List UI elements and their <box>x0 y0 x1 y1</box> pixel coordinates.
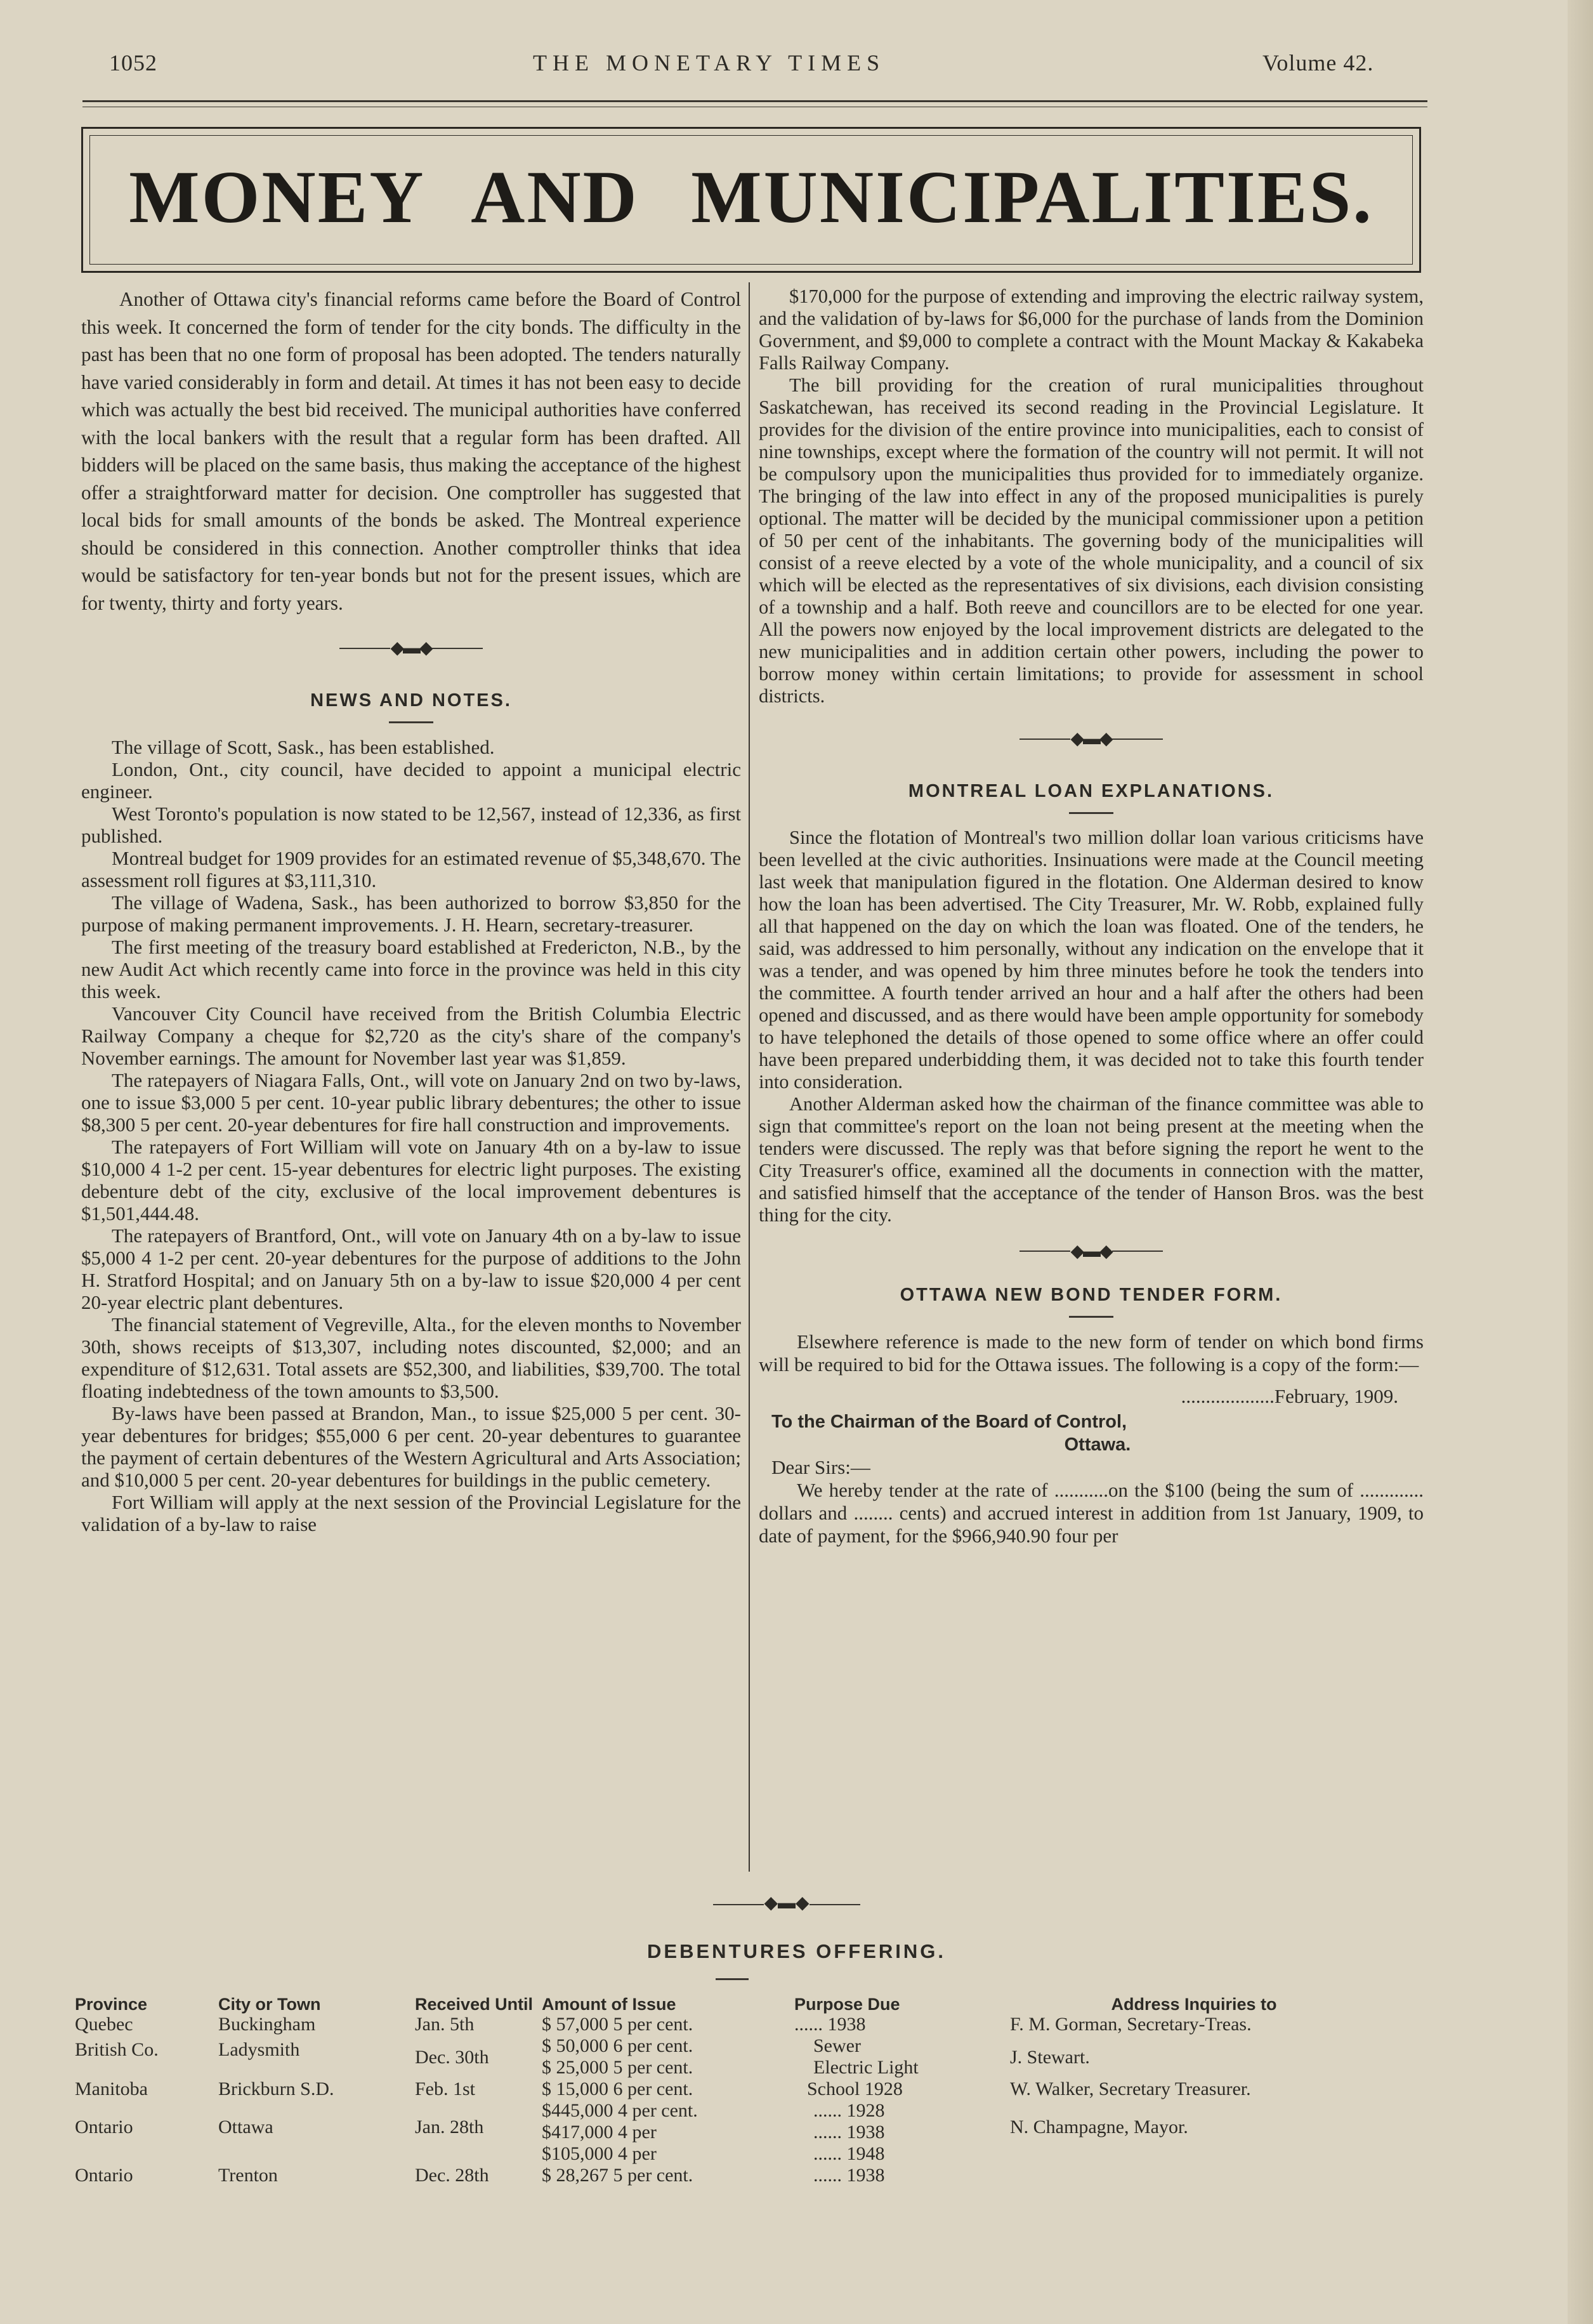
debentures-heading: DEBENTURES OFFERING. <box>647 1940 946 1962</box>
table-row <box>75 2078 1378 2100</box>
city-cell: Brickburn S.D. <box>218 2078 334 2099</box>
volume-label: Volume 42. <box>1262 50 1374 75</box>
until-cell: Jan. 28th <box>415 2117 484 2137</box>
ottawa-article <box>759 1330 1424 1547</box>
column-divider <box>749 282 750 1872</box>
until-cell: Dec. 28th <box>415 2165 489 2186</box>
table-header-row <box>75 1986 1378 2014</box>
form-addressee-city: Ottawa. <box>1064 1434 1131 1455</box>
province-cell: Quebec <box>75 2014 133 2035</box>
form-salutation: Dear Sirs:— <box>771 1455 870 1478</box>
montreal-paragraph-1: Since the flotation of Montreal's two million dollar loan various criticisms have been levelled at the civic authorities. Insinuations were made at the Council meeting last week that manipulation figured in the flotation. One Alderman desired to know how the loan has been advertised. The City Treasurer, Mr. W. Robb, explained fully all that happened on the day on which the loan was floated. One of the tenders, he said, was addressed to him personally, without any indication on the envelope that it was a tender, and was opened by him three minutes before he took the tenders into the committee. A fourth tender arrived an hour and a half after the others had been opened and discussed, and as there would have been ample opportunity for somebody to have telephoned the details of those opened to some office where an offer could have been prepared underbidding them, it was decided not to take this fourth tender into consideration. <box>759 826 1424 1093</box>
heading-rule <box>1069 1316 1113 1318</box>
purpose-line: ...... 1938 <box>813 2165 885 2186</box>
table-row <box>75 2100 1378 2165</box>
section-ornament: ◆▬◆ <box>759 724 1424 752</box>
column-header: City or Town <box>218 1995 321 2014</box>
address-cell: N. Champagne, Mayor. <box>1010 2117 1188 2137</box>
montreal-article <box>759 827 1424 1226</box>
news-item: The ratepayers of Niagara Falls, Ont., will vote on January 2nd on two by-laws, one to issue $3,000 5 per cent. 10-year public library debentures; the other to issue $8,300 5 per cent. 20-year debentures for fire hall construction and improvements. <box>81 1068 741 1136</box>
table-row <box>75 2035 1378 2078</box>
form-body: We hereby tender at the rate of ...........on the $100 (being the sum of ............. dollars and ........ cents) and accrued interest in addition from 1st January, 1909, to date of payment, for the $966,940.90 four per <box>759 1478 1424 1547</box>
page-number: 1052 <box>109 50 157 75</box>
address-cell: J. Stewart. <box>1010 2047 1090 2068</box>
amount-line: $ 15,000 6 per cent. <box>542 2078 693 2099</box>
until-cell: Jan. 5th <box>415 2014 475 2035</box>
left-column <box>81 286 741 1535</box>
purpose-line: Sewer <box>813 2035 861 2056</box>
continued-news <box>759 286 1424 707</box>
column-header: Address Inquiries to <box>1111 1995 1277 2014</box>
purpose-cell <box>794 2014 1010 2035</box>
purpose-cell <box>794 2165 1010 2186</box>
form-date: ...................February, 1909. <box>1181 1384 1398 1407</box>
ottawa-paragraph: Elsewhere reference is made to the new form of tender on which bond firms will be required to bid for the Ottawa issues. The following is a copy of the form:— <box>759 1330 1424 1375</box>
province-cell: British Co. <box>75 2039 159 2060</box>
amount-cell <box>542 2165 794 2186</box>
purpose-line: ...... 1948 <box>813 2143 885 2164</box>
section-ornament: ◆▬◆ <box>759 1237 1424 1265</box>
address-cell: F. M. Gorman, Secretary-Treas. <box>1010 2014 1252 2035</box>
amount-cell <box>542 2035 794 2078</box>
purpose-line: ...... 1928 <box>813 2100 885 2121</box>
section-title-box <box>81 127 1421 273</box>
purpose-line: ...... 1938 <box>794 2014 866 2035</box>
column-header: Purpose Due <box>794 1995 900 2014</box>
news-item: Montreal budget for 1909 provides for an estimated revenue of $5,348,670. The assessment roll figures at $3,111,310. <box>81 846 741 891</box>
city-cell: Trenton <box>218 2165 278 2186</box>
amount-cell <box>542 2078 794 2100</box>
news-item: West Toronto's population is now stated to be 12,567, instead of 12,336, as first published. <box>81 802 741 847</box>
montreal-heading: MONTREAL LOAN EXPLANATIONS. <box>908 781 1275 802</box>
news-item: By-laws have been passed at Brandon, Man., to issue $25,000 5 per cent. 30-year debentures for bridges; $55,000 6 per cent. 20-year debentures to guarantee the payment of certain debentures of the Western Agricultural and Arts Association; and $10,000 5 per cent. 20-year debentures for buildings in the public cemetery. <box>81 1402 741 1491</box>
news-item: The first meeting of the treasury board established at Fredericton, N.B., by the new Audit Act which recently came into force in the province was held in this city this week. <box>81 935 741 1002</box>
amount-line: $445,000 4 per cent. <box>542 2100 698 2121</box>
purpose-line: ...... 1938 <box>813 2122 885 2143</box>
column-header: Province <box>75 1995 148 2014</box>
montreal-paragraph-2: Another Alderman asked how the chairman of the finance committee was able to sign that committee's report on the loan not being present at the meeting when the tenders were discussed. The reply was that before signing the report he went to the City Treasurer's office, examined all the documents in connection with the matter, and satisfied himself that the acceptance of the tender of Hanson Bros. was the best thing for the city. <box>759 1093 1424 1226</box>
amount-line: $ 28,267 5 per cent. <box>542 2165 693 2186</box>
column-header: Amount of Issue <box>542 1995 676 2014</box>
page-edge-shadow <box>1568 0 1593 2324</box>
province-cell: Ontario <box>75 2165 133 2186</box>
purpose-line: School 1928 <box>807 2078 903 2099</box>
debentures-table <box>75 1986 1378 2186</box>
section-ornament: ◆▬◆ <box>81 633 741 662</box>
heading-rule <box>716 1978 749 1980</box>
purpose-cell <box>794 2035 1010 2078</box>
column-header: Received Until <box>415 1995 534 2014</box>
amount-line: $ 25,000 5 per cent. <box>542 2057 693 2078</box>
news-item: The financial statement of Vegreville, Alta., for the eleven months to November 30th, shows receipts of $13,307, including notes discounted, $2,000; and an expenditure of $12,631. Total assets are $52,300, and liabilities, $39,700. The total floating indebtedness of the town amounts to $3,500. <box>81 1313 741 1402</box>
ottawa-heading: OTTAWA NEW BOND TENDER FORM. <box>900 1285 1283 1306</box>
until-cell: Dec. 30th <box>415 2047 489 2068</box>
header-rule <box>82 100 1427 102</box>
news-item: The village of Scott, Sask., has been established. <box>112 735 495 758</box>
amount-cell <box>542 2014 794 2035</box>
province-cell: Manitoba <box>75 2078 148 2099</box>
address-cell: W. Walker, Secretary Treasurer. <box>1010 2078 1251 2099</box>
intro-paragraph: Another of Ottawa city's financial reforms came before the Board of Control this week. It concerned the form of tender for the city bonds. The difficulty in the past has been that no one form of proposal has been adopted. The tenders naturally have varied considerably in form and detail. At times it has not been easy to decide which was actually the best bid received. The municipal authorities have conferred with the local bankers with the result that a regular form has been drafted. All bidders will be placed on the same basis, thus making the acceptance of the highest offer a straightforward matter for decision. One comptroller has suggested that local bids for small amounts of the bonds be asked. The Montreal experience should be considered in this connection. Another comptroller thinks that idea would be satisfactory for ten-year bonds but not for the present issues, which are for twenty, thirty and forty years. <box>81 288 741 614</box>
saskatchewan-paragraph: The bill providing for the creation of rural municipalities throughout Saskatchewan, has received its second reading in the Provincial Legislature. It provides for the division of the entire province into municipalities, each to consist of nine townships, except where the formation of the country will not permit. It will not be compulsory upon the municipalities thus provided for to immediately organize. The bringing of the law into effect in any of the proposed municipalities is purely optional. The matter will be decided by the municipal commissioner upon a petition of 50 per cent of the inhabitants. The governing body of the municipalities will consist of a reeve elected by a vote of the whole municipality, and a council of six which will be elected as the representatives of six divisions, each division consisting of a township and a half. Both reeve and councillors are to be elected for one year. All the powers now enjoyed by the local improvement districts are delegated to the new municipalities and in addition certain other powers, including the power to borrow money within certain limitations; to provide for assessment in school districts. <box>759 374 1424 707</box>
table-row <box>75 2014 1378 2035</box>
news-item: Vancouver City Council have received from the British Columbia Electric Railway Company a cheque for $2,720 as the city's share of the company's November earnings. The amount for November last year was $1,859. <box>81 1002 741 1069</box>
news-item: The ratepayers of Fort William will vote on January 4th on a by-law to issue $10,000 4 1-2 per cent. 15-year debentures for electric light purposes. The existing debenture debt of the city, exclusive of the local improvement debentures is $1,501,444.48. <box>81 1135 741 1224</box>
news-item: Fort William will apply at the next session of the Provincial Legislature for the validation of a by-law to raise <box>81 1490 741 1535</box>
form-addressee: To the Chairman of the Board of Control, <box>771 1411 1127 1432</box>
news-item: The village of Wadena, Sask., has been authorized to borrow $3,850 for the purpose of making permanent improvements. J. H. Hearn, secretary-treasurer. <box>81 891 741 936</box>
purpose-cell <box>794 2078 1010 2100</box>
publication-title: THE MONETARY TIMES <box>533 50 886 75</box>
until-cell: Feb. 1st <box>415 2078 476 2099</box>
right-column <box>759 286 1424 1547</box>
amount-line: $105,000 4 per <box>542 2143 657 2164</box>
city-cell: Buckingham <box>218 2014 316 2035</box>
news-list <box>81 736 741 1535</box>
amount-line: $417,000 4 per <box>542 2122 657 2143</box>
table-row <box>75 2165 1378 2186</box>
debentures-ornament: ◆▬◆ <box>660 1892 914 1914</box>
city-cell: Ladysmith <box>218 2039 300 2060</box>
news-heading: NEWS AND NOTES. <box>310 690 512 711</box>
purpose-cell <box>794 2100 1010 2165</box>
address-cell <box>1010 2165 1378 2186</box>
news-item: The ratepayers of Brantford, Ont., will vote on January 4th on a by-law to issue $5,000 4 1-2 per cent. 20-year debentures for the purpose of additions to the John H. Stratford Hospital; and on January 5th on a by-law to issue $20,000 4 per cent 20-year electric plant debentures. <box>81 1224 741 1313</box>
amount-line: $ 57,000 5 per cent. <box>542 2014 693 2035</box>
news-item: London, Ont., city council, have decided to appoint a municipal electric engineer. <box>81 758 741 803</box>
heading-rule <box>1069 812 1113 814</box>
amount-line: $ 50,000 6 per cent. <box>542 2035 693 2056</box>
purpose-line: Electric Light <box>813 2057 919 2078</box>
amount-cell <box>542 2100 794 2165</box>
province-cell: Ontario <box>75 2117 133 2137</box>
section-title: MONEY AND MUNICIPALITIES. <box>129 155 1373 239</box>
heading-rule <box>389 721 433 723</box>
city-cell: Ottawa <box>218 2117 273 2137</box>
continued-paragraph: $170,000 for the purpose of extending and improving the electric railway system, and the validation of by-laws for $6,000 for the purchase of lands from the Dominion Government, and $9,000 to complete a contract with the Mount Mackay & Kakabeka Falls Railway Company. <box>759 286 1424 374</box>
